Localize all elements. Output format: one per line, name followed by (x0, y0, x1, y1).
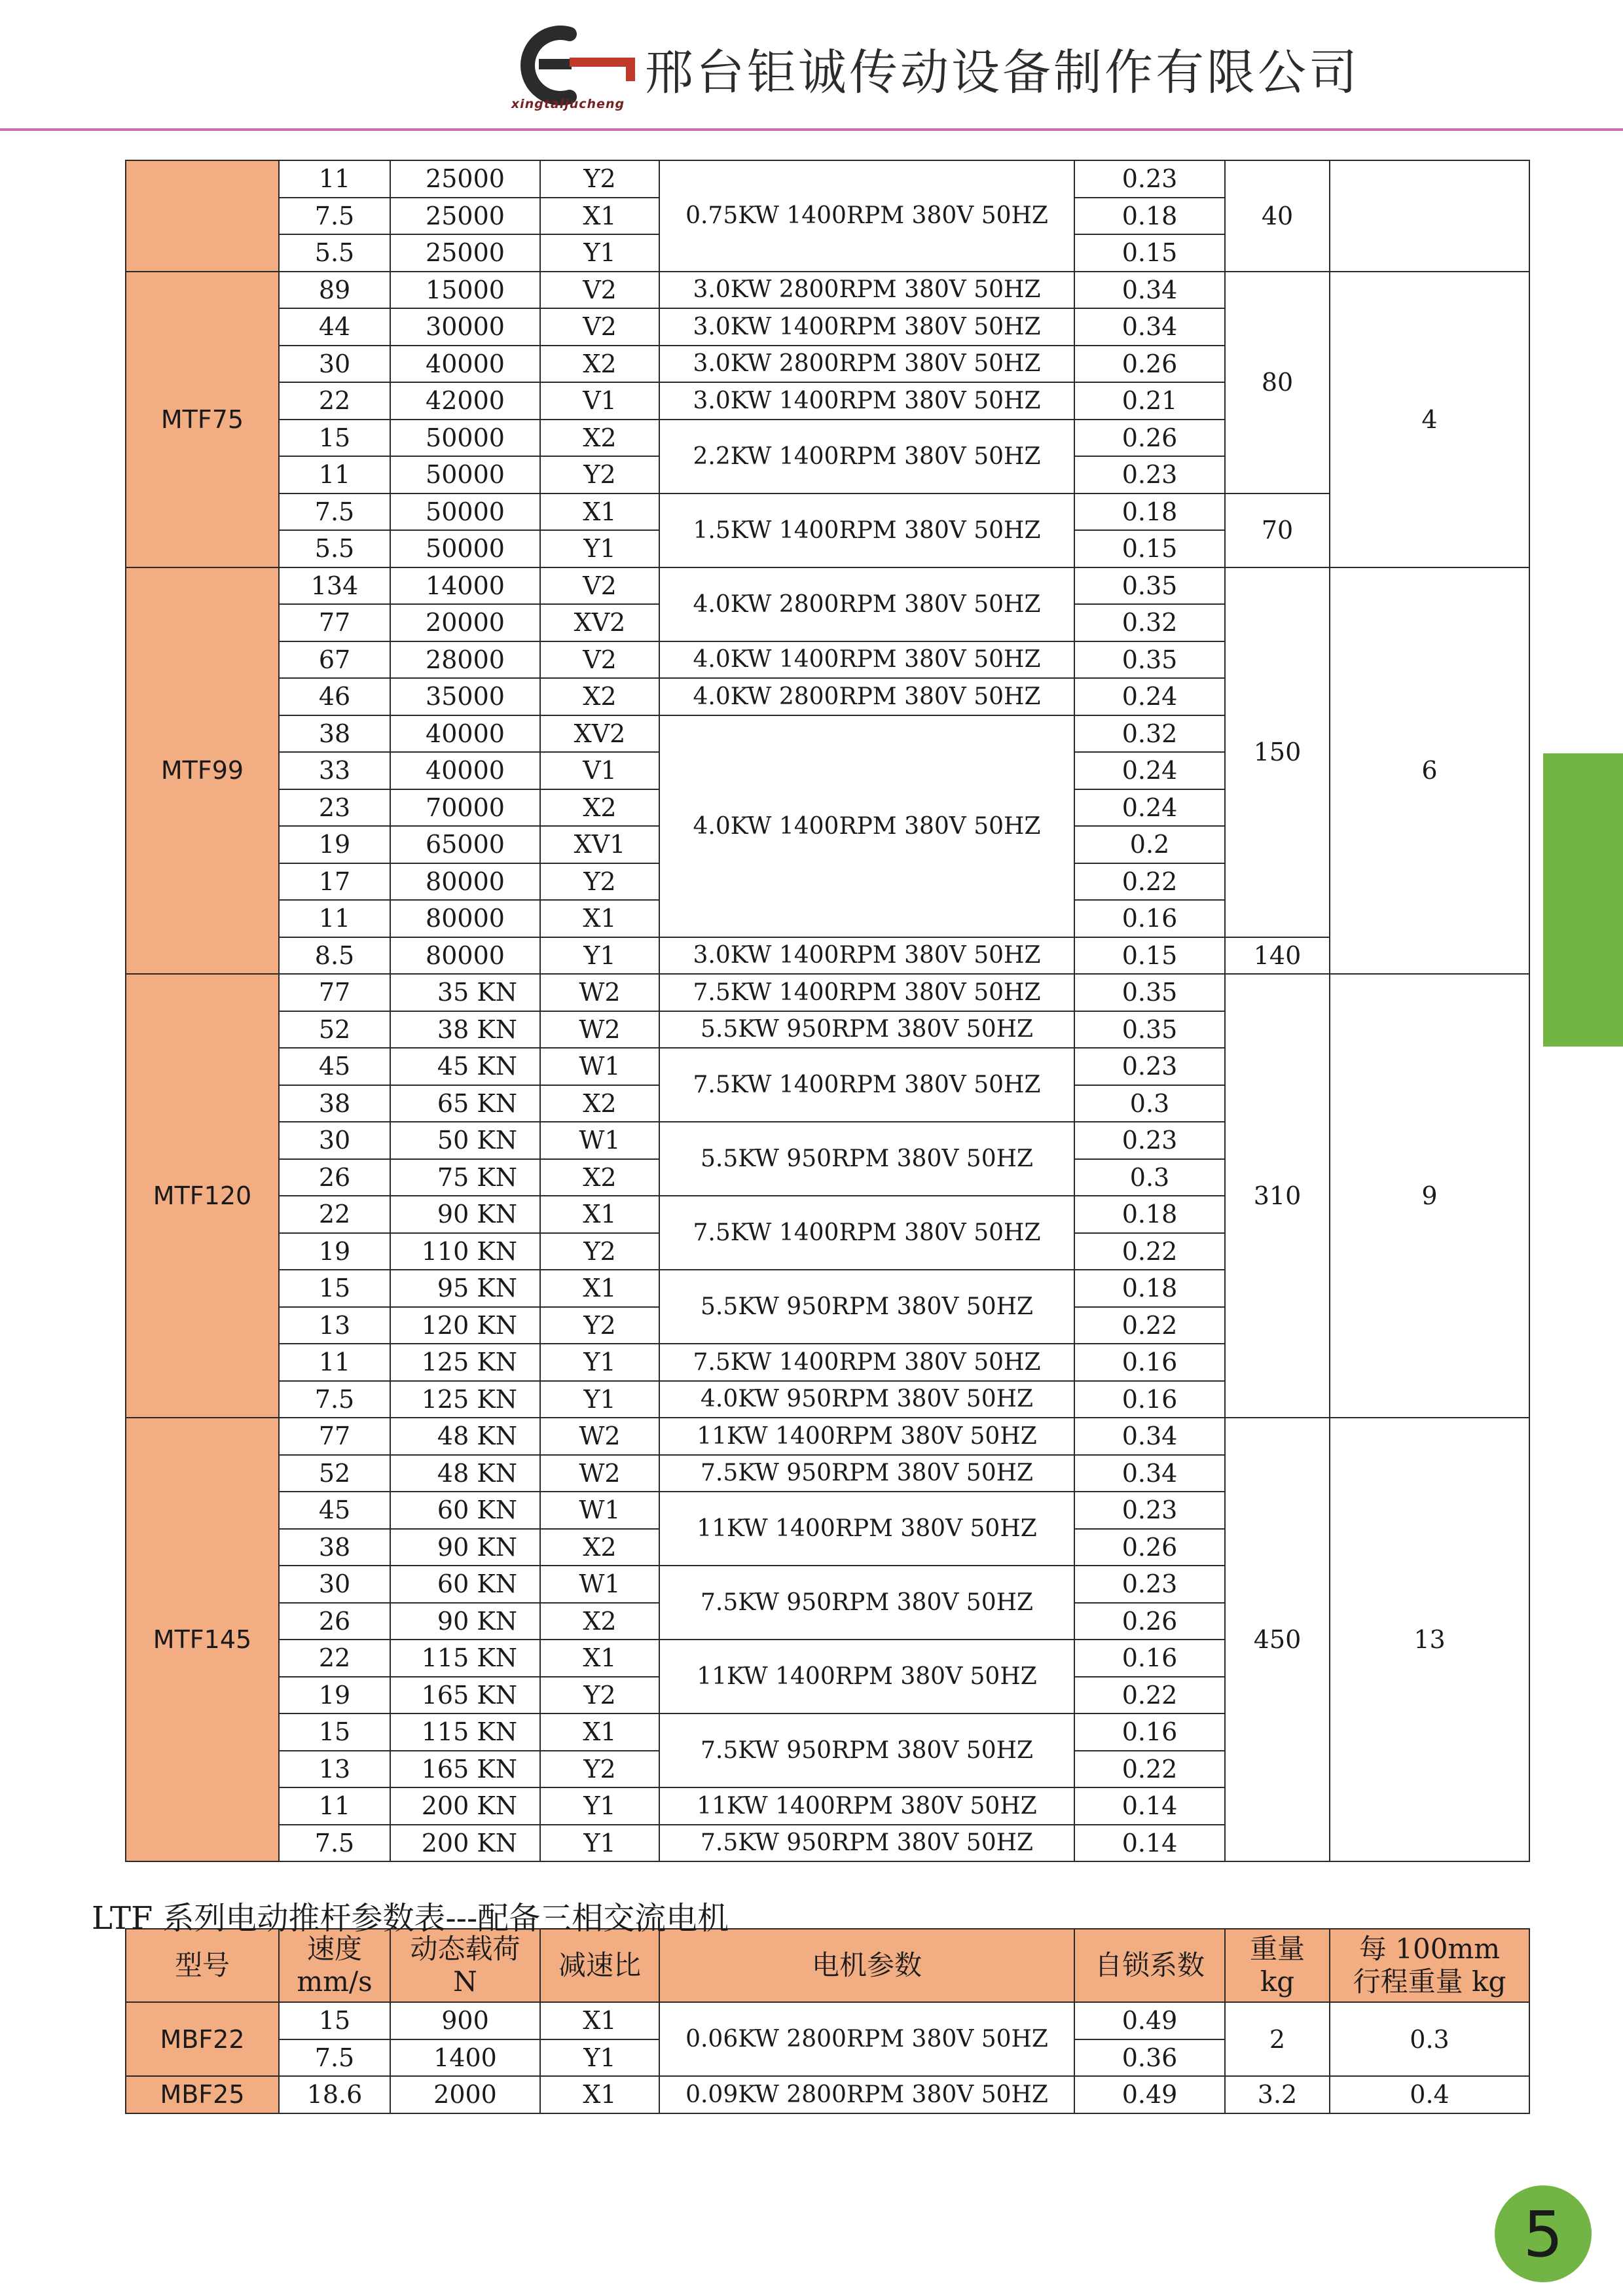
main-ratio-cell: X2 (539, 1085, 660, 1123)
ltf-load-cell: 1400 (390, 2039, 541, 2077)
main-load-cell: 165 KN (390, 1750, 541, 1789)
main-motor-cell: 4.0KW 950RPM 380V 50HZ (659, 1380, 1075, 1419)
main-load-cell: 38 KN (390, 1011, 541, 1049)
main-self-lock-cell: 0.22 (1074, 863, 1226, 901)
main-ratio-cell: Y2 (539, 456, 660, 494)
main-self-lock-cell: 0.15 (1074, 234, 1226, 272)
main-motor-cell: 7.5KW 950RPM 380V 50HZ (659, 1454, 1075, 1493)
main-speed-cell: 45 (278, 1047, 391, 1086)
main-load-cell: 50000 (390, 419, 541, 457)
main-load-cell: 90 KN (390, 1195, 541, 1234)
main-ratio-cell: W1 (539, 1047, 660, 1086)
ltf-header-ratio-line: 减速比 (558, 1948, 641, 1981)
main-load-cell: 80000 (390, 937, 541, 975)
main-self-lock-cell: 0.16 (1074, 1343, 1226, 1382)
main-speed-cell: 15 (278, 419, 391, 457)
main-speed-cell: 5.5 (278, 234, 391, 272)
main-ratio-cell: Y1 (539, 1824, 660, 1863)
main-load-cell: 50000 (390, 529, 541, 568)
main-self-lock-cell: 0.26 (1074, 1528, 1226, 1567)
main-self-lock-cell: 0.35 (1074, 973, 1226, 1012)
ltf-header-load (390, 1928, 541, 2003)
main-speed-cell: 52 (278, 1011, 391, 1049)
main-speed-cell: 52 (278, 1454, 391, 1493)
main-load-cell: 20000 (390, 603, 541, 642)
main-ratio-cell: X1 (539, 197, 660, 236)
main-speed-cell: 30 (278, 345, 391, 384)
ltf-ratio-cell: X1 (539, 2075, 660, 2114)
ltf-table-title: LTF 系列电动推杆参数表---配备三相交流电机 (92, 1900, 729, 1937)
ltf-header-speed-line: mm/s (297, 1965, 373, 1998)
ltf-model-cell: MBF25 (125, 2075, 280, 2114)
main-speed-cell: 44 (278, 308, 391, 346)
main-speed-cell: 11 (278, 1787, 391, 1825)
main-motor-cell: 7.5KW 950RPM 380V 50HZ (659, 1713, 1075, 1788)
ltf-speed-cell: 18.6 (278, 2075, 391, 2114)
ltf-ratio-cell: Y1 (539, 2039, 660, 2077)
main-load-cell: 15000 (390, 271, 541, 310)
main-self-lock-cell: 0.23 (1074, 1491, 1226, 1530)
main-motor-cell: 2.2KW 1400RPM 380V 50HZ (659, 419, 1075, 494)
main-weight-cell: 70 (1224, 493, 1330, 568)
main-load-cell: 30000 (390, 308, 541, 346)
ltf-header-self-lock (1074, 1928, 1226, 2003)
main-self-lock-cell: 0.35 (1074, 641, 1226, 679)
main-load-cell: 115 KN (390, 1713, 541, 1751)
main-load-cell: 125 KN (390, 1343, 541, 1382)
main-self-lock-cell: 0.23 (1074, 160, 1226, 198)
main-ratio-cell: Y2 (539, 1306, 660, 1345)
main-load-cell: 200 KN (390, 1824, 541, 1863)
main-speed-cell: 11 (278, 456, 391, 494)
main-load-cell: 28000 (390, 641, 541, 679)
ltf-motor-cell: 0.06KW 2800RPM 380V 50HZ (659, 2001, 1075, 2077)
main-motor-cell: 11KW 1400RPM 380V 50HZ (659, 1491, 1075, 1566)
ltf-speed-cell: 7.5 (278, 2039, 391, 2077)
ltf-weight-per-100-cell: 0.3 (1329, 2001, 1530, 2077)
main-speed-cell: 26 (278, 1602, 391, 1641)
main-ratio-cell: X2 (539, 789, 660, 827)
main-motor-cell: 0.75KW 1400RPM 380V 50HZ (659, 160, 1075, 272)
main-load-cell: 90 KN (390, 1528, 541, 1567)
main-ratio-cell: W1 (539, 1565, 660, 1604)
main-load-cell: 45 KN (390, 1047, 541, 1086)
main-speed-cell: 15 (278, 1713, 391, 1751)
main-model-cell: MTF120 (125, 973, 280, 1418)
main-self-lock-cell: 0.18 (1074, 197, 1226, 236)
main-ratio-cell: Y1 (539, 1343, 660, 1382)
ltf-self-lock-cell: 0.49 (1074, 2001, 1226, 2040)
ltf-header-load-line: N (453, 1965, 477, 1998)
main-motor-cell: 1.5KW 1400RPM 380V 50HZ (659, 493, 1075, 568)
main-self-lock-cell: 0.26 (1074, 1602, 1226, 1641)
main-weight-per-100-cell: 4 (1329, 271, 1530, 568)
ltf-weight-cell: 3.2 (1224, 2075, 1330, 2114)
ltf-speed-cell: 15 (278, 2001, 391, 2040)
ltf-header-motor (659, 1928, 1075, 2003)
main-ratio-cell: V1 (539, 751, 660, 790)
main-ratio-cell: V2 (539, 567, 660, 605)
main-load-cell: 60 KN (390, 1565, 541, 1604)
main-ratio-cell: V2 (539, 271, 660, 310)
main-speed-cell: 22 (278, 1639, 391, 1677)
main-ratio-cell: Y1 (539, 937, 660, 975)
main-self-lock-cell: 0.18 (1074, 1269, 1226, 1308)
ltf-motor-cell: 0.09KW 2800RPM 380V 50HZ (659, 2075, 1075, 2114)
main-speed-cell: 17 (278, 863, 391, 901)
main-ratio-cell: Y1 (539, 1787, 660, 1825)
main-motor-cell: 4.0KW 2800RPM 380V 50HZ (659, 567, 1075, 642)
main-speed-cell: 30 (278, 1121, 391, 1160)
page-header (0, 0, 1623, 131)
main-self-lock-cell: 0.22 (1074, 1750, 1226, 1789)
main-self-lock-cell: 0.3 (1074, 1085, 1226, 1123)
main-self-lock-cell: 0.23 (1074, 1121, 1226, 1160)
ltf-header-ratio (539, 1928, 660, 2003)
main-self-lock-cell: 0.32 (1074, 715, 1226, 753)
main-speed-cell: 13 (278, 1306, 391, 1345)
main-speed-cell: 46 (278, 677, 391, 716)
main-speed-cell: 19 (278, 825, 391, 864)
main-load-cell: 42000 (390, 382, 541, 420)
main-speed-cell: 7.5 (278, 197, 391, 236)
main-load-cell: 120 KN (390, 1306, 541, 1345)
main-ratio-cell: Y1 (539, 234, 660, 272)
main-speed-cell: 26 (278, 1158, 391, 1197)
main-self-lock-cell: 0.34 (1074, 308, 1226, 346)
main-speed-cell: 5.5 (278, 529, 391, 568)
main-speed-cell: 77 (278, 1417, 391, 1456)
main-load-cell: 35000 (390, 677, 541, 716)
main-motor-cell: 5.5KW 950RPM 380V 50HZ (659, 1011, 1075, 1049)
main-load-cell: 40000 (390, 345, 541, 384)
ltf-header-weight-line: kg (1260, 1965, 1295, 1998)
main-load-cell: 70000 (390, 789, 541, 827)
main-self-lock-cell: 0.16 (1074, 899, 1226, 938)
main-load-cell: 65000 (390, 825, 541, 864)
main-motor-cell: 11KW 1400RPM 380V 50HZ (659, 1639, 1075, 1714)
main-weight-per-100-cell: 6 (1329, 567, 1530, 975)
main-ratio-cell: X1 (539, 493, 660, 531)
main-weight-cell: 80 (1224, 271, 1330, 494)
main-motor-cell: 4.0KW 1400RPM 380V 50HZ (659, 715, 1075, 938)
main-model-cell: MTF145 (125, 1417, 280, 1862)
main-load-cell: 165 KN (390, 1676, 541, 1715)
main-load-cell: 115 KN (390, 1639, 541, 1677)
main-speed-cell: 23 (278, 789, 391, 827)
main-ratio-cell: W2 (539, 973, 660, 1012)
main-motor-cell: 4.0KW 2800RPM 380V 50HZ (659, 677, 1075, 716)
main-model-cell (125, 160, 280, 272)
main-load-cell: 25000 (390, 160, 541, 198)
main-self-lock-cell: 0.24 (1074, 677, 1226, 716)
main-speed-cell: 7.5 (278, 493, 391, 531)
main-load-cell: 40000 (390, 751, 541, 790)
main-ratio-cell: XV1 (539, 825, 660, 864)
main-ratio-cell: W1 (539, 1121, 660, 1160)
main-speed-cell: 7.5 (278, 1824, 391, 1863)
main-load-cell: 35 KN (390, 973, 541, 1012)
main-motor-cell: 3.0KW 2800RPM 380V 50HZ (659, 345, 1075, 384)
page-number-badge (1495, 2185, 1592, 2282)
main-motor-cell: 3.0KW 1400RPM 380V 50HZ (659, 308, 1075, 346)
main-weight-cell: 150 (1224, 567, 1330, 938)
main-ratio-cell: Y2 (539, 160, 660, 198)
main-speed-cell: 77 (278, 973, 391, 1012)
main-motor-cell: 7.5KW 1400RPM 380V 50HZ (659, 1047, 1075, 1122)
main-self-lock-cell: 0.15 (1074, 937, 1226, 975)
main-load-cell: 95 KN (390, 1269, 541, 1308)
main-load-cell: 125 KN (390, 1380, 541, 1419)
main-self-lock-cell: 0.32 (1074, 603, 1226, 642)
main-self-lock-cell: 0.22 (1074, 1306, 1226, 1345)
main-ratio-cell: X1 (539, 1713, 660, 1751)
main-weight-per-100-cell: 9 (1329, 973, 1530, 1418)
main-self-lock-cell: 0.18 (1074, 493, 1226, 531)
main-speed-cell: 38 (278, 1528, 391, 1567)
main-load-cell: 50 KN (390, 1121, 541, 1160)
header-divider (0, 128, 1623, 131)
main-motor-cell: 11KW 1400RPM 380V 50HZ (659, 1417, 1075, 1456)
ltf-header-model-line: 型号 (174, 1948, 230, 1981)
main-ratio-cell: X2 (539, 1158, 660, 1197)
ltf-header-load-line: 动态载荷 (410, 1932, 520, 1965)
ltf-header-speed-line: 速度 (306, 1932, 362, 1965)
main-speed-cell: 134 (278, 567, 391, 605)
main-motor-cell: 5.5KW 950RPM 380V 50HZ (659, 1269, 1075, 1344)
main-speed-cell: 38 (278, 1085, 391, 1123)
main-weight-cell: 310 (1224, 973, 1330, 1418)
main-self-lock-cell: 0.16 (1074, 1639, 1226, 1677)
main-ratio-cell: Y2 (539, 1232, 660, 1271)
main-ratio-cell: X1 (539, 1639, 660, 1677)
main-model-cell: MTF75 (125, 271, 280, 568)
main-speed-cell: 11 (278, 1343, 391, 1382)
ltf-header-weight-per-100-line: 每 100mm (1359, 1932, 1501, 1965)
main-speed-cell: 19 (278, 1232, 391, 1271)
ltf-header-weight-line: 重量 (1249, 1932, 1305, 1965)
main-weight-per-100-cell (1329, 160, 1530, 272)
main-ratio-cell: V2 (539, 308, 660, 346)
main-load-cell: 40000 (390, 715, 541, 753)
main-weight-per-100-cell: 13 (1329, 1417, 1530, 1862)
ltf-load-cell: 2000 (390, 2075, 541, 2114)
main-speed-cell: 77 (278, 603, 391, 642)
main-speed-cell: 11 (278, 160, 391, 198)
main-ratio-cell: X1 (539, 899, 660, 938)
main-motor-cell: 3.0KW 1400RPM 380V 50HZ (659, 937, 1075, 975)
main-load-cell: 110 KN (390, 1232, 541, 1271)
main-ratio-cell: Y1 (539, 529, 660, 568)
main-ratio-cell: Y2 (539, 1750, 660, 1789)
main-ratio-cell: X1 (539, 1195, 660, 1234)
main-speed-cell: 11 (278, 899, 391, 938)
main-load-cell: 50000 (390, 493, 541, 531)
ltf-header-speed (278, 1928, 391, 2003)
ltf-header-self-lock-line: 自锁系数 (1094, 1948, 1205, 1981)
main-ratio-cell: X2 (539, 677, 660, 716)
logo-wordmark: xingtaijucheng (511, 97, 625, 111)
main-speed-cell: 15 (278, 1269, 391, 1308)
main-load-cell: 60 KN (390, 1491, 541, 1530)
main-self-lock-cell: 0.23 (1074, 456, 1226, 494)
main-ratio-cell: W2 (539, 1011, 660, 1049)
main-motor-cell: 3.0KW 2800RPM 380V 50HZ (659, 271, 1075, 310)
main-ratio-cell: X2 (539, 345, 660, 384)
main-self-lock-cell: 0.15 (1074, 529, 1226, 568)
company-name: 邢台钜诚传动设备制作有限公司 (645, 45, 1360, 101)
main-self-lock-cell: 0.21 (1074, 382, 1226, 420)
main-self-lock-cell: 0.26 (1074, 345, 1226, 384)
main-load-cell: 48 KN (390, 1454, 541, 1493)
main-motor-cell: 3.0KW 1400RPM 380V 50HZ (659, 382, 1075, 420)
ltf-header-weight (1224, 1928, 1330, 2003)
ltf-model-cell: MBF22 (125, 2001, 280, 2077)
main-ratio-cell: W2 (539, 1417, 660, 1456)
main-speed-cell: 13 (278, 1750, 391, 1789)
main-speed-cell: 30 (278, 1565, 391, 1604)
main-ratio-cell: Y2 (539, 1676, 660, 1715)
main-load-cell: 80000 (390, 899, 541, 938)
main-speed-cell: 22 (278, 1195, 391, 1234)
main-self-lock-cell: 0.2 (1074, 825, 1226, 864)
main-ratio-cell: Y1 (539, 1380, 660, 1419)
ltf-self-lock-cell: 0.36 (1074, 2039, 1226, 2077)
ltf-header-motor-line: 电机参数 (811, 1948, 922, 1981)
main-self-lock-cell: 0.34 (1074, 271, 1226, 310)
main-ratio-cell: X2 (539, 1528, 660, 1567)
main-load-cell: 80000 (390, 863, 541, 901)
ltf-weight-per-100-cell: 0.4 (1329, 2075, 1530, 2114)
main-load-cell: 90 KN (390, 1602, 541, 1641)
main-ratio-cell: XV2 (539, 603, 660, 642)
main-self-lock-cell: 0.22 (1074, 1232, 1226, 1271)
ltf-header-weight-per-100-line: 行程重量 kg (1353, 1965, 1506, 1998)
main-weight-cell: 450 (1224, 1417, 1330, 1862)
main-ratio-cell: V1 (539, 382, 660, 420)
ltf-weight-cell: 2 (1224, 2001, 1330, 2077)
main-speed-cell: 19 (278, 1676, 391, 1715)
main-motor-cell: 11KW 1400RPM 380V 50HZ (659, 1787, 1075, 1825)
main-load-cell: 200 KN (390, 1787, 541, 1825)
main-speed-cell: 67 (278, 641, 391, 679)
main-ratio-cell: X2 (539, 1602, 660, 1641)
main-speed-cell: 8.5 (278, 937, 391, 975)
main-motor-cell: 7.5KW 1400RPM 380V 50HZ (659, 973, 1075, 1012)
main-self-lock-cell: 0.16 (1074, 1713, 1226, 1751)
main-load-cell: 48 KN (390, 1417, 541, 1456)
main-motor-cell: 5.5KW 950RPM 380V 50HZ (659, 1121, 1075, 1196)
main-self-lock-cell: 0.23 (1074, 1047, 1226, 1086)
main-ratio-cell: X2 (539, 419, 660, 457)
main-load-cell: 75 KN (390, 1158, 541, 1197)
main-self-lock-cell: 0.34 (1074, 1417, 1226, 1456)
main-ratio-cell: W1 (539, 1491, 660, 1530)
main-self-lock-cell: 0.18 (1074, 1195, 1226, 1234)
main-self-lock-cell: 0.24 (1074, 751, 1226, 790)
main-ratio-cell: X1 (539, 1269, 660, 1308)
page-number: 5 (1523, 2198, 1563, 2271)
main-self-lock-cell: 0.14 (1074, 1824, 1226, 1863)
main-speed-cell: 38 (278, 715, 391, 753)
main-speed-cell: 33 (278, 751, 391, 790)
main-ratio-cell: XV2 (539, 715, 660, 753)
main-self-lock-cell: 0.16 (1074, 1380, 1226, 1419)
main-load-cell: 50000 (390, 456, 541, 494)
main-weight-cell: 40 (1224, 160, 1330, 272)
main-self-lock-cell: 0.22 (1074, 1676, 1226, 1715)
main-speed-cell: 89 (278, 271, 391, 310)
main-load-cell: 25000 (390, 197, 541, 236)
ltf-header-weight-per-100 (1329, 1928, 1530, 2003)
main-motor-cell: 7.5KW 1400RPM 380V 50HZ (659, 1343, 1075, 1382)
main-ratio-cell: Y2 (539, 863, 660, 901)
main-load-cell: 65 KN (390, 1085, 541, 1123)
main-self-lock-cell: 0.26 (1074, 419, 1226, 457)
main-load-cell: 25000 (390, 234, 541, 272)
main-self-lock-cell: 0.3 (1074, 1158, 1226, 1197)
main-self-lock-cell: 0.23 (1074, 1565, 1226, 1604)
ltf-header-model (125, 1928, 280, 2003)
main-self-lock-cell: 0.35 (1074, 567, 1226, 605)
main-load-cell: 14000 (390, 567, 541, 605)
main-model-cell: MTF99 (125, 567, 280, 975)
main-self-lock-cell: 0.34 (1074, 1454, 1226, 1493)
main-motor-cell: 7.5KW 950RPM 380V 50HZ (659, 1824, 1075, 1863)
section-side-tab (1543, 753, 1623, 1047)
ltf-ratio-cell: X1 (539, 2001, 660, 2040)
main-ratio-cell: W2 (539, 1454, 660, 1493)
ltf-self-lock-cell: 0.49 (1074, 2075, 1226, 2114)
main-self-lock-cell: 0.14 (1074, 1787, 1226, 1825)
main-motor-cell: 4.0KW 1400RPM 380V 50HZ (659, 641, 1075, 679)
main-weight-cell: 140 (1224, 937, 1330, 975)
main-ratio-cell: V2 (539, 641, 660, 679)
main-speed-cell: 45 (278, 1491, 391, 1530)
main-self-lock-cell: 0.24 (1074, 789, 1226, 827)
main-motor-cell: 7.5KW 950RPM 380V 50HZ (659, 1565, 1075, 1640)
main-motor-cell: 7.5KW 1400RPM 380V 50HZ (659, 1195, 1075, 1270)
ltf-load-cell: 900 (390, 2001, 541, 2040)
main-speed-cell: 7.5 (278, 1380, 391, 1419)
main-self-lock-cell: 0.35 (1074, 1011, 1226, 1049)
main-speed-cell: 22 (278, 382, 391, 420)
